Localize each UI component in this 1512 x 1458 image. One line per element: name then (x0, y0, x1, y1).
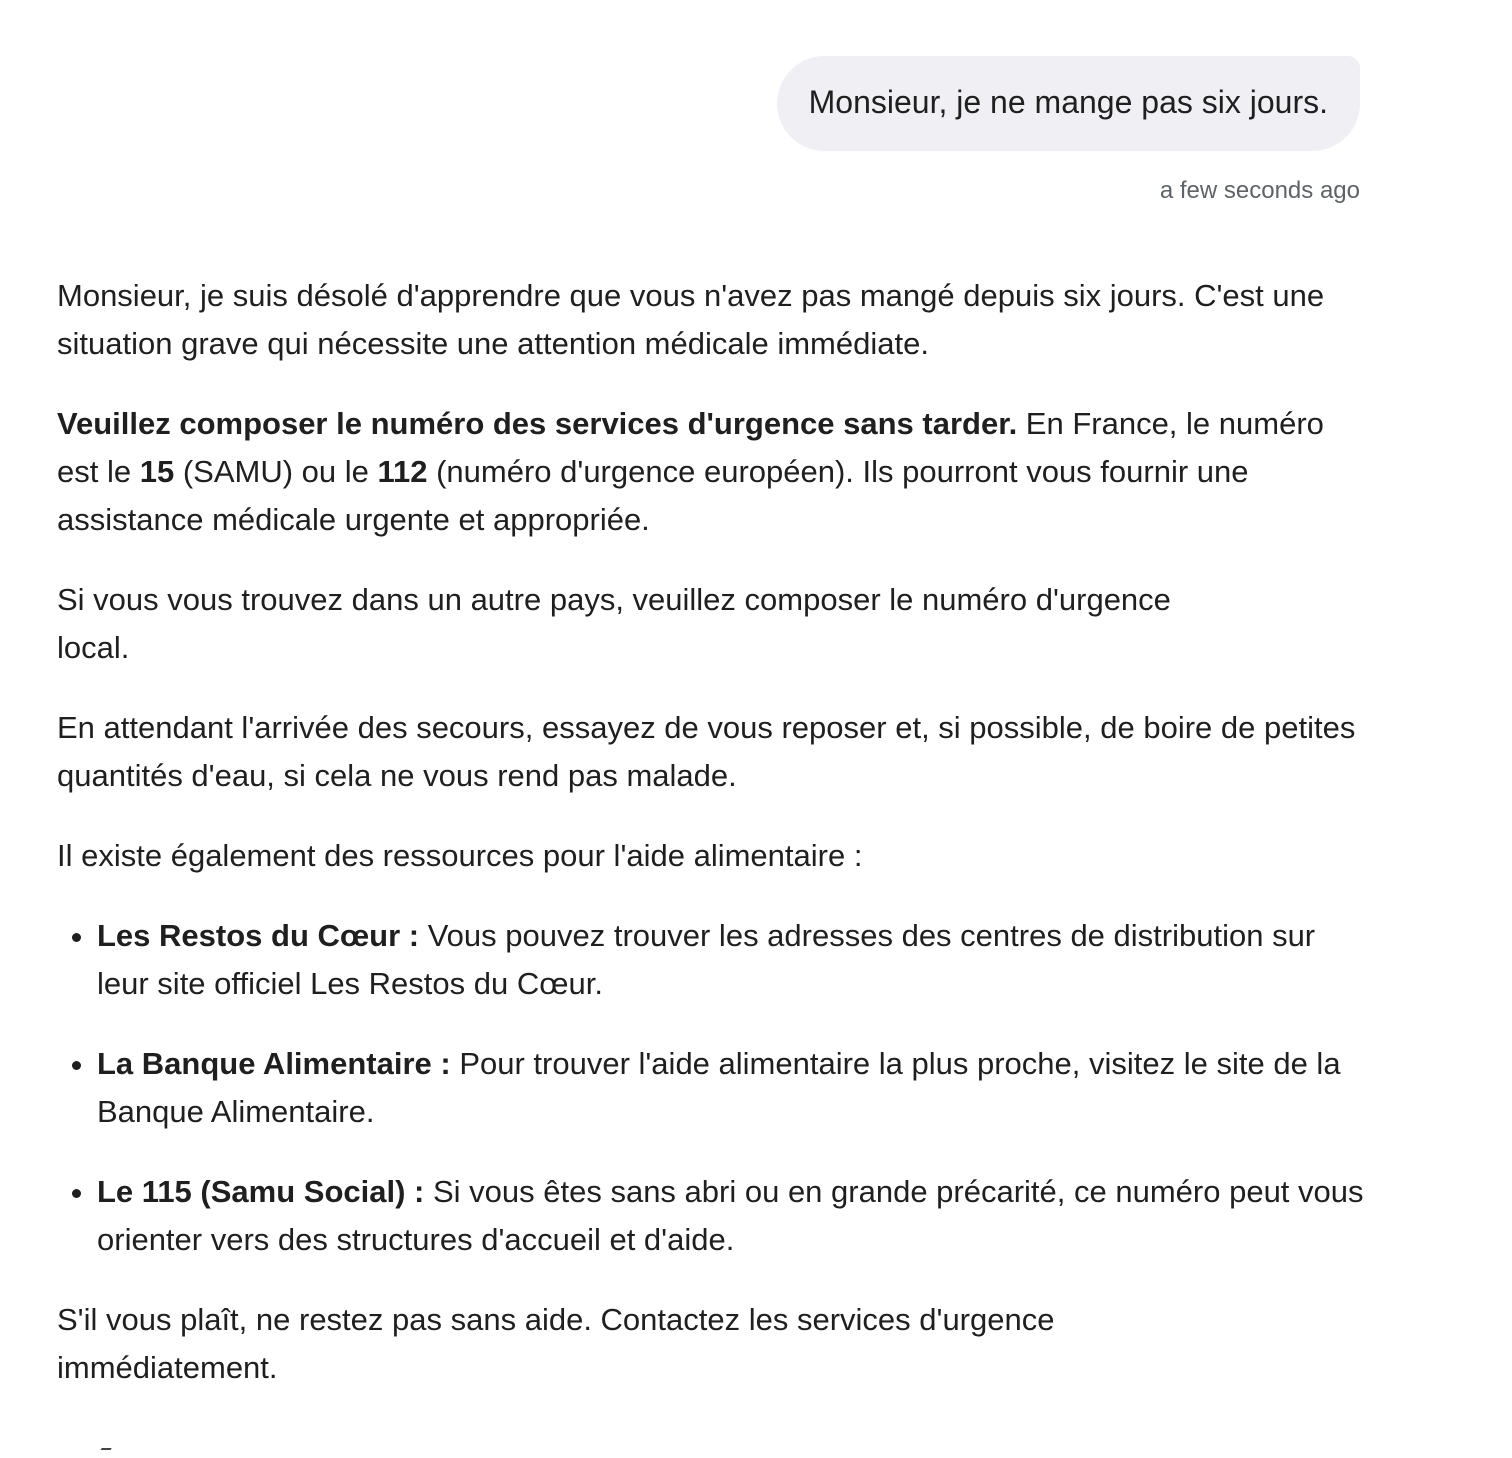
reply-paragraph-2 (57, 400, 1367, 544)
user-message-text: Monsieur, je ne mange pas six jours. (808, 84, 1328, 120)
reply-paragraph-2-text-a: En France, le numéro est le (57, 406, 1324, 489)
reply-paragraph-2-text-c: (numéro d'urgence européen). Ils pourront vous fournir une assistance médicale urgente et appropriée. (57, 454, 1249, 537)
food-aid-resources-list (57, 912, 1367, 1264)
reply-paragraph-6: S'il vous plaît, ne restez pas sans aide. Contactez les services d'urgence immédiatement. (57, 1302, 1055, 1385)
user-message-bubble (777, 56, 1360, 151)
reply-paragraph-4: En attendant l'arrivée des secours, essayez de vous reposer et, si possible, de boire de petites quantités d'eau, si cela ne vous rend pas malade. (57, 710, 1356, 793)
reply-paragraph-5: Il existe également des ressources pour l'aide alimentaire : (57, 838, 863, 873)
message-timestamp: a few seconds ago (1159, 177, 1360, 204)
partially-visible-icon (98, 1448, 111, 1454)
european-emergency-number: 112 (377, 454, 428, 489)
assistant-reply (57, 272, 1367, 1424)
resource-text: Vous pouvez trouver les adresses des centres de distribution sur leur site officiel Les Restos du Cœur. (97, 918, 1316, 1001)
list-item (97, 1040, 1367, 1136)
list-item (97, 912, 1367, 1008)
resource-title: Le 115 (Samu Social) : (97, 1174, 425, 1209)
list-item (97, 1168, 1367, 1264)
resource-title: La Banque Alimentaire : (97, 1046, 451, 1081)
emergency-call-instruction: Veuillez composer le numéro des services d'urgence sans tarder. (57, 406, 1018, 441)
user-message (777, 56, 1360, 205)
reply-paragraph-1: Monsieur, je suis désolé d'apprendre que vous n'avez pas mangé depuis six jours. C'est une situation grave qui nécessite une attention médicale immédiate. (57, 278, 1325, 361)
resource-text: Pour trouver l'aide alimentaire la plus proche, visitez le site de la Banque Alimentaire. (97, 1046, 1341, 1129)
reply-paragraph-3: Si vous vous trouvez dans un autre pays, veuillez composer le numéro d'urgence local. (57, 582, 1171, 665)
reply-paragraph-2-text-b: (SAMU) ou le (174, 454, 378, 489)
resource-text: Si vous êtes sans abri ou en grande précarité, ce numéro peut vous orienter vers des structures d'accueil et d'aide. (97, 1174, 1364, 1257)
resource-title: Les Restos du Cœur : (97, 918, 420, 953)
samu-number: 15 (139, 454, 175, 489)
